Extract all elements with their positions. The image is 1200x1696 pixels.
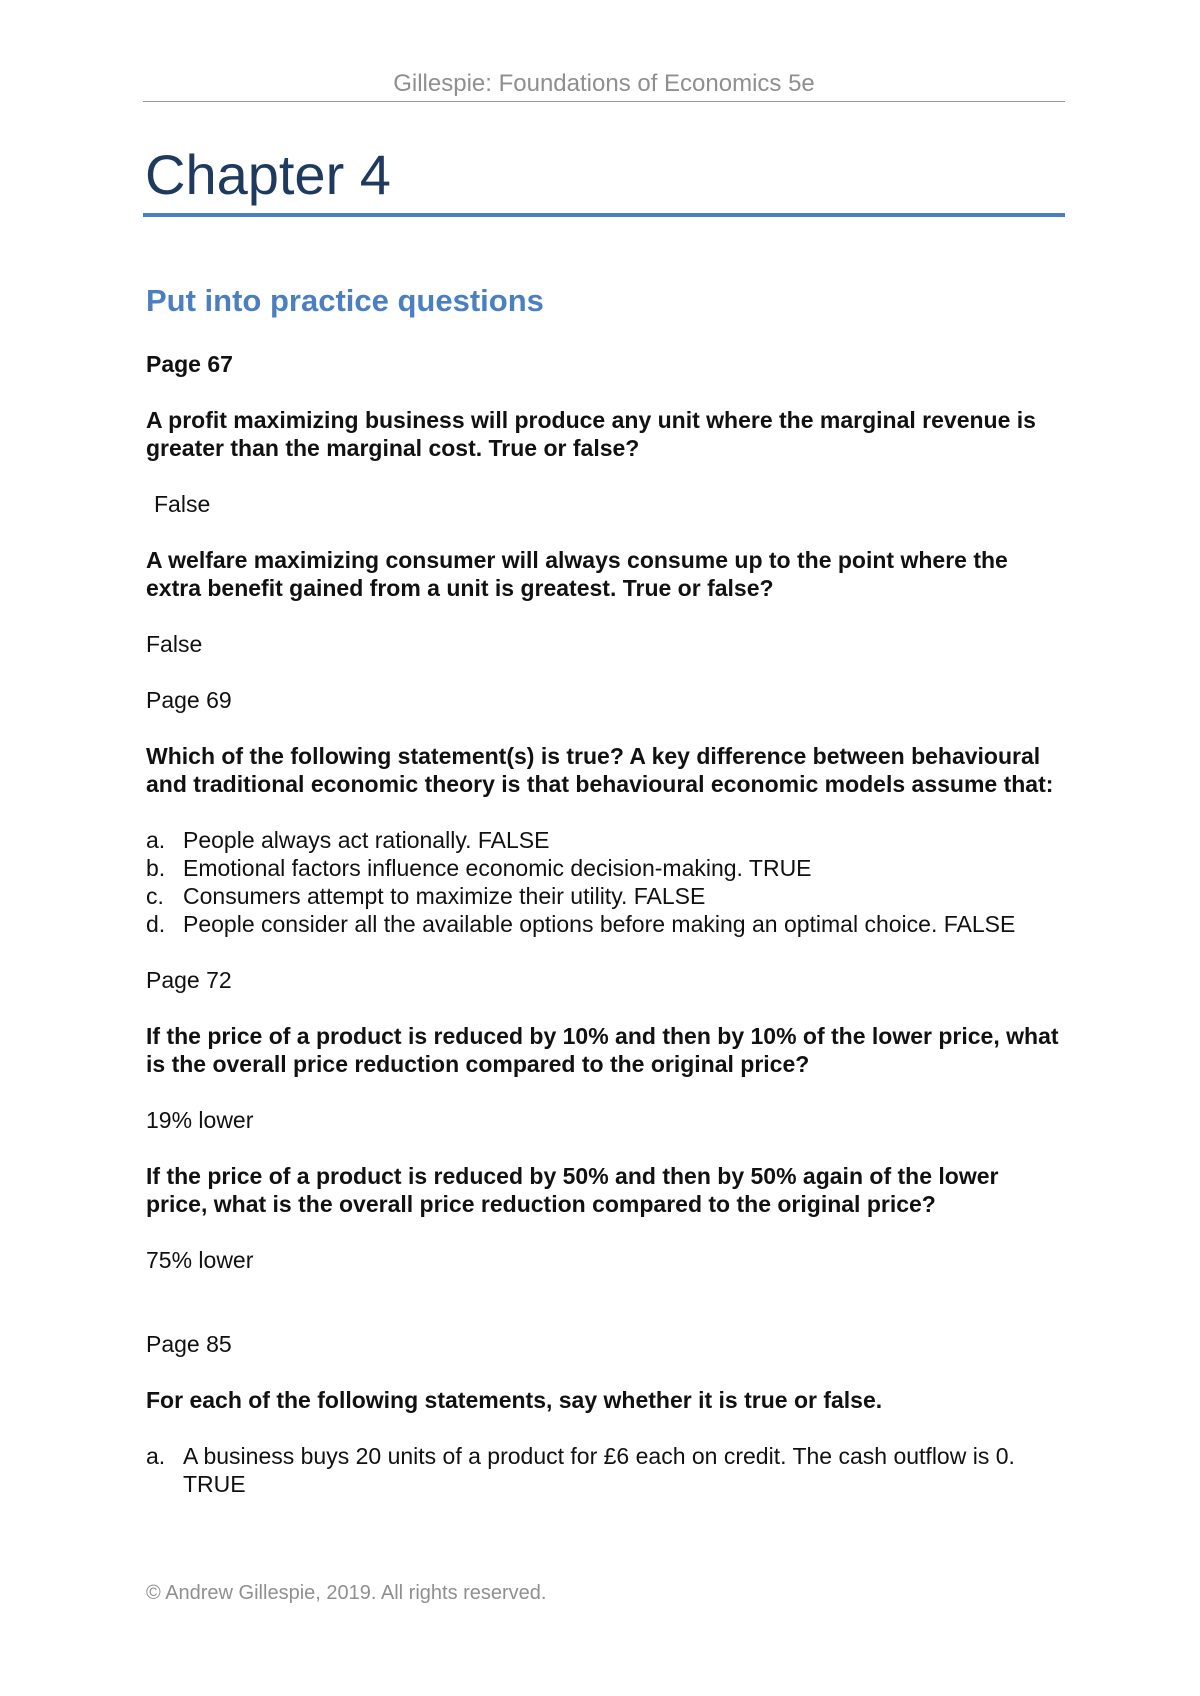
question-3-options [146, 826, 1066, 938]
option-text: A business buys 20 units of a product for £6 each on credit. The cash outflow is 0. TRUE [183, 1443, 1015, 1497]
option-text: People consider all the available options before making an optimal choice. FALSE [183, 911, 1016, 937]
section-heading: Put into practice questions [146, 283, 544, 318]
copyright-footer: © Andrew Gillespie, 2019. All rights reserved. [146, 1582, 547, 1604]
option-marker: a. [146, 1443, 166, 1469]
option-text: People always act rationally. FALSE [183, 827, 550, 853]
option-item [146, 854, 1066, 882]
option-item [146, 1442, 1066, 1498]
option-marker: d. [146, 911, 166, 937]
option-text: Emotional factors influence economic decision-making. TRUE [183, 855, 812, 881]
answer-5: 75% lower [146, 1247, 254, 1273]
chapter-title: Chapter 4 [145, 143, 391, 206]
option-text: Consumers attempt to maximize their utility. FALSE [183, 883, 706, 909]
question-6: For each of the following statements, say whether it is true or false. [146, 1387, 883, 1413]
option-marker: a. [146, 827, 166, 853]
answer-1: False [154, 491, 211, 517]
page-ref-85: Page 85 [146, 1331, 232, 1357]
question-5: If the price of a product is reduced by 50% and then by 50% again of the lower price, what is the overall price reduction compared to the original price? [146, 1163, 999, 1217]
option-marker: b. [146, 855, 166, 881]
answer-4: 19% lower [146, 1107, 254, 1133]
option-marker: c. [146, 883, 164, 909]
question-2: A welfare maximizing consumer will always consume up to the point where the extra benefit gained from a unit is greatest. True or false? [146, 547, 1008, 601]
document-body [146, 350, 1066, 1526]
page-ref-69: Page 69 [146, 687, 232, 713]
option-item [146, 882, 1066, 910]
question-6-options [146, 1442, 1066, 1498]
header-divider [143, 101, 1065, 102]
question-1: A profit maximizing business will produce any unit where the marginal revenue is greater than the marginal cost. True or false? [146, 407, 1036, 461]
running-header: Gillespie: Foundations of Economics 5e [393, 70, 815, 97]
chapter-divider [143, 213, 1065, 217]
option-item [146, 826, 1066, 854]
page-ref-67: Page 67 [146, 351, 233, 377]
option-item [146, 910, 1066, 938]
question-4: If the price of a product is reduced by 10% and then by 10% of the lower price, what is the overall price reduction compared to the original price? [146, 1023, 1059, 1077]
page-ref-72: Page 72 [146, 967, 232, 993]
blank-line [146, 1302, 1066, 1330]
answer-2: False [146, 631, 203, 657]
question-3: Which of the following statement(s) is true? A key difference between behavioural and traditional economic theory is that behavioural economic models assume that: [146, 743, 1054, 797]
